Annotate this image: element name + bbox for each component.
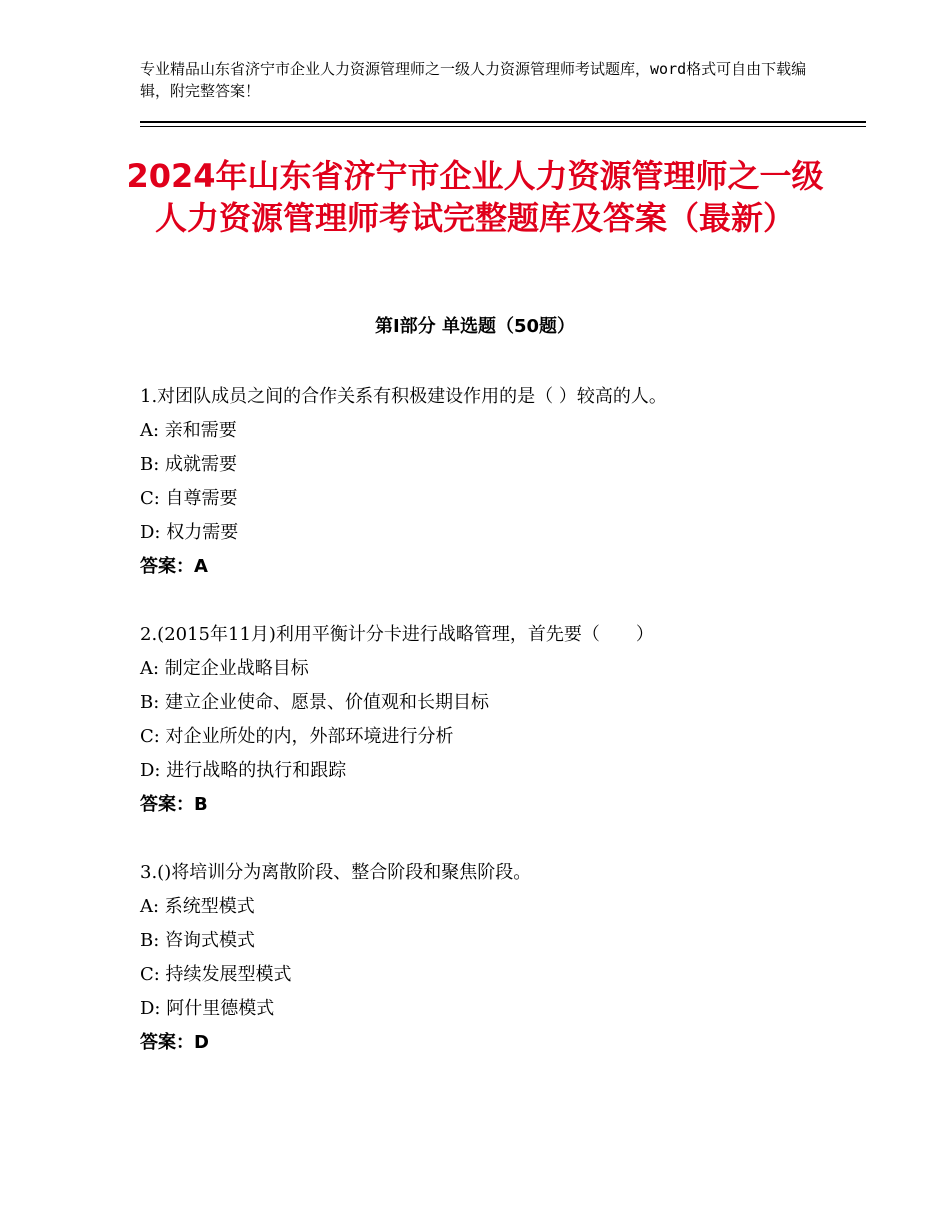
answer: 答案：D bbox=[140, 1032, 209, 1053]
question-list bbox=[140, 380, 860, 1094]
answer: 答案：A bbox=[140, 556, 208, 577]
option-b: B: 建立企业使命、愿景、价值观和长期目标 bbox=[140, 692, 490, 713]
option-c: C: 自尊需要 bbox=[140, 488, 238, 509]
question-stem: 1.对团队成员之间的合作关系有积极建设作用的是（ ）较高的人。 bbox=[140, 386, 667, 407]
option-b: B: 咨询式模式 bbox=[140, 930, 256, 951]
option-d: D: 进行战略的执行和跟踪 bbox=[140, 760, 347, 781]
option-b: B: 成就需要 bbox=[140, 454, 238, 475]
option-c: C: 对企业所处的内，外部环境进行分析 bbox=[140, 726, 454, 747]
header-rule-thin bbox=[140, 126, 866, 127]
option-d: D: 阿什里德模式 bbox=[140, 998, 275, 1019]
question-2 bbox=[140, 618, 860, 822]
answer: 答案：B bbox=[140, 794, 208, 815]
question-3 bbox=[140, 856, 860, 1060]
document-title: 2024年山东省济宁市企业人力资源管理师之一级人力资源管理师考试完整题库及答案（最新） bbox=[126, 157, 824, 237]
question-1 bbox=[140, 380, 860, 584]
header-note: 专业精品山东省济宁市企业人力资源管理师之一级人力资源管理师考试题库，word格式可自由下载编辑，附完整答案！ bbox=[140, 60, 807, 100]
question-stem: 3.()将培训分为离散阶段、整合阶段和聚焦阶段。 bbox=[140, 862, 532, 883]
header-rule-thick bbox=[140, 121, 866, 123]
section-heading: 第Ⅰ部分 单选题（50题） bbox=[374, 316, 575, 337]
question-stem: 2.(2015年11月)利用平衡计分卡进行战略管理，首先要（ ） bbox=[140, 624, 654, 645]
option-c: C: 持续发展型模式 bbox=[140, 964, 292, 985]
option-d: D: 权力需要 bbox=[140, 522, 239, 543]
option-a: A: 亲和需要 bbox=[140, 420, 237, 441]
option-a: A: 系统型模式 bbox=[140, 896, 255, 917]
option-a: A: 制定企业战略目标 bbox=[140, 658, 309, 679]
